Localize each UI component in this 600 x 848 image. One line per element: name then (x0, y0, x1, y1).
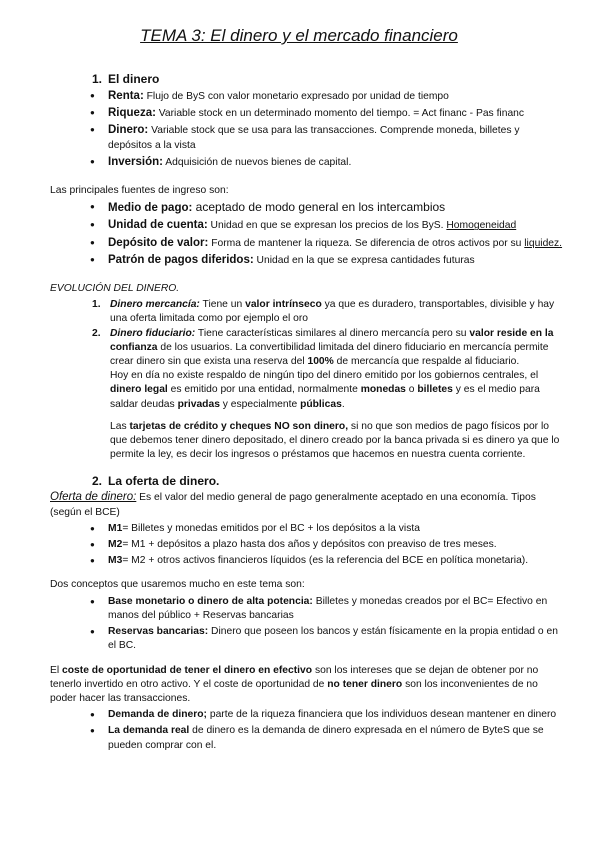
text: Tiene un (199, 299, 246, 311)
emphasis: dinero legal (110, 384, 168, 396)
term: Dinero fiduciario: (110, 327, 196, 339)
section-2-heading (92, 474, 564, 489)
definition: de dinero es la demanda de dinero expresada en el número de ByteS que se pueden comprar con el. (108, 725, 544, 751)
text: de los usuarios. La convertibilidad limitada del dinero fiduciario en mercancía permite crear dinero sin que exista una reserva del (110, 341, 549, 368)
list-item (74, 595, 564, 623)
evolution-paragraph-1 (74, 369, 564, 412)
demand-list (74, 708, 564, 753)
term: Base monetario o dinero de alta potencia: (108, 595, 313, 607)
definition: = M2 + otros activos financieros líquidos (es la referencia del BCE en política monetaria). (122, 555, 529, 567)
text: Las (110, 420, 130, 432)
definition: Variable stock que se usa para las transacciones. Comprende moneda, billetes y depósitos a la vista (108, 125, 520, 151)
definition: = Billetes y monedas emitidos por el BC + los depósitos a la vista (122, 522, 420, 534)
term: Dinero mercancía: (110, 299, 200, 311)
evolution-list (74, 298, 564, 369)
term: La demanda real (108, 725, 190, 737)
section-2-title: La oferta de dinero. (108, 474, 220, 489)
term: M3 (108, 555, 123, 567)
term: M2 (108, 539, 123, 551)
term: M1 (108, 522, 123, 534)
page-title: TEMA 3: El dinero y el mercado financiero (140, 26, 458, 45)
text: son los intereses que se dejan de obtener por no tenerlo invertido en otro activo. Y el coste de oportunidad de (50, 664, 539, 690)
text: El (50, 664, 63, 676)
emphasis: valor intrínseco (245, 299, 322, 311)
definition: Dinero que poseen los bancos y están físicamente en la propia entidad o en el BC. (108, 626, 558, 652)
section-2-number: 2. (92, 474, 103, 489)
term: Inversión: (108, 155, 163, 168)
list-item (74, 123, 564, 152)
evolution-heading: EVOLUCIÓN DEL DINERO. (50, 283, 180, 295)
definition: Variable stock en un determinado momento del tiempo. = Act financ - Pas financ (155, 108, 525, 120)
list-item (74, 538, 564, 552)
list-item (74, 89, 564, 104)
definition: = M1 + depósitos a plazo hasta dos años y depósitos con preaviso de tres meses. (122, 539, 497, 551)
opportunity-cost-paragraph (50, 664, 564, 707)
term: Renta: (108, 90, 144, 102)
term: Dinero: (108, 124, 149, 137)
list-item (74, 236, 564, 251)
definition: parte de la riqueza financiera que los individuos desean mantener en dinero (206, 709, 557, 721)
term: Unidad de cuenta: (108, 219, 208, 232)
list-item (74, 724, 564, 752)
emphasis: no tener dinero (327, 678, 403, 690)
underlined-word: Homogeneidad (446, 220, 517, 232)
emphasis: tarjetas de crédito y cheques NO son dinero, (129, 420, 349, 432)
text: Tiene características similares al dinero mercancía pero su (195, 327, 470, 339)
list-item (74, 155, 564, 170)
underlined-word: liquidez. (524, 237, 563, 249)
emphasis: coste de oportunidad de tener el dinero en efectivo (62, 664, 313, 676)
item-number: 2. (92, 327, 101, 339)
section-1-title: El dinero (108, 72, 160, 86)
definition: Forma de mantener la riqueza. Se diferencia de otros activos por su (208, 237, 525, 249)
text: es emitido por una entidad, normalmente (167, 384, 361, 396)
term: Depósito de valor: (108, 236, 209, 249)
text: son los inconvenientes de no poder hacer las transacciones. (50, 678, 538, 704)
list-item (74, 327, 564, 370)
definition: aceptado de modo general en los intercambios (192, 200, 446, 215)
text: y especialmente (219, 398, 301, 410)
sources-list (74, 200, 564, 268)
list-item (74, 554, 564, 568)
definition: Flujo de ByS con valor monetario expresado por unidad de tiempo (143, 91, 449, 102)
section-1-list (74, 89, 564, 170)
definition: Billetes y monedas creados por el BC= Efectivo en manos del público + Reservas bancarias (108, 595, 548, 621)
text: o (405, 384, 418, 396)
term: Reservas bancarias: (108, 626, 209, 638)
section-1-number: 1. (92, 72, 103, 86)
list-item (74, 106, 564, 121)
term: Riqueza: (108, 107, 156, 120)
emphasis: públicas (300, 398, 342, 410)
emphasis: valor reside en la confianza (110, 327, 554, 353)
term: Patrón de pagos diferidos: (108, 253, 254, 266)
evolution-paragraph-2 (74, 420, 564, 463)
concepts-list (74, 595, 564, 654)
money-aggregates-list (74, 522, 564, 569)
supply-definition (50, 490, 564, 519)
emphasis: privadas (177, 398, 220, 410)
text: . (341, 398, 345, 410)
text: ya que es duradero, transportables, divisible y hay una oferta limitada como por ejemplo el oro (110, 299, 555, 325)
emphasis: 100% (307, 356, 334, 368)
list-item (74, 522, 564, 536)
concepts-intro: Dos conceptos que usaremos mucho en este tema son: (50, 579, 305, 591)
term: Medio de pago: (108, 202, 193, 215)
text: de mercancía que respalde al fiduciario. (333, 356, 520, 368)
list-item (74, 218, 564, 233)
definition: Unidad en la que se expresa cantidades futuras (253, 254, 475, 266)
text: si no que son medios de pago físicos por lo que debemos tener dinero depositado, el dinero creado por la banca privada si es dinero ya que lo permite la ley, es decir los ingresos o préstamos que hacemos en nuestra cuenta corriente. (110, 420, 560, 461)
item-number: 1. (92, 299, 101, 311)
emphasis: billetes (417, 384, 453, 396)
section-1-heading (92, 72, 564, 87)
text: Hoy en día no existe respaldo de ningún tipo del dinero emitido por los gobiernos centrales, el (110, 370, 539, 382)
list-item (74, 708, 564, 722)
list-item (74, 625, 564, 653)
list-item (74, 200, 564, 216)
term: Oferta de dinero: (50, 491, 137, 504)
list-item (74, 298, 564, 326)
term: Demanda de dinero; (108, 709, 207, 721)
definition: Unidad en que se expresan los precios de los ByS. (207, 220, 447, 232)
definition: Adquisición de nuevos bienes de capital. (162, 156, 352, 168)
text: y es el medio para saldar deudas (110, 384, 540, 410)
sources-intro: Las principales fuentes de ingreso son: (50, 185, 229, 197)
emphasis: monedas (360, 384, 406, 396)
list-item (74, 253, 564, 268)
text: Es el valor del medio general de pago generalmente aceptado en una economía. Tipos (según el BCE) (50, 492, 536, 518)
